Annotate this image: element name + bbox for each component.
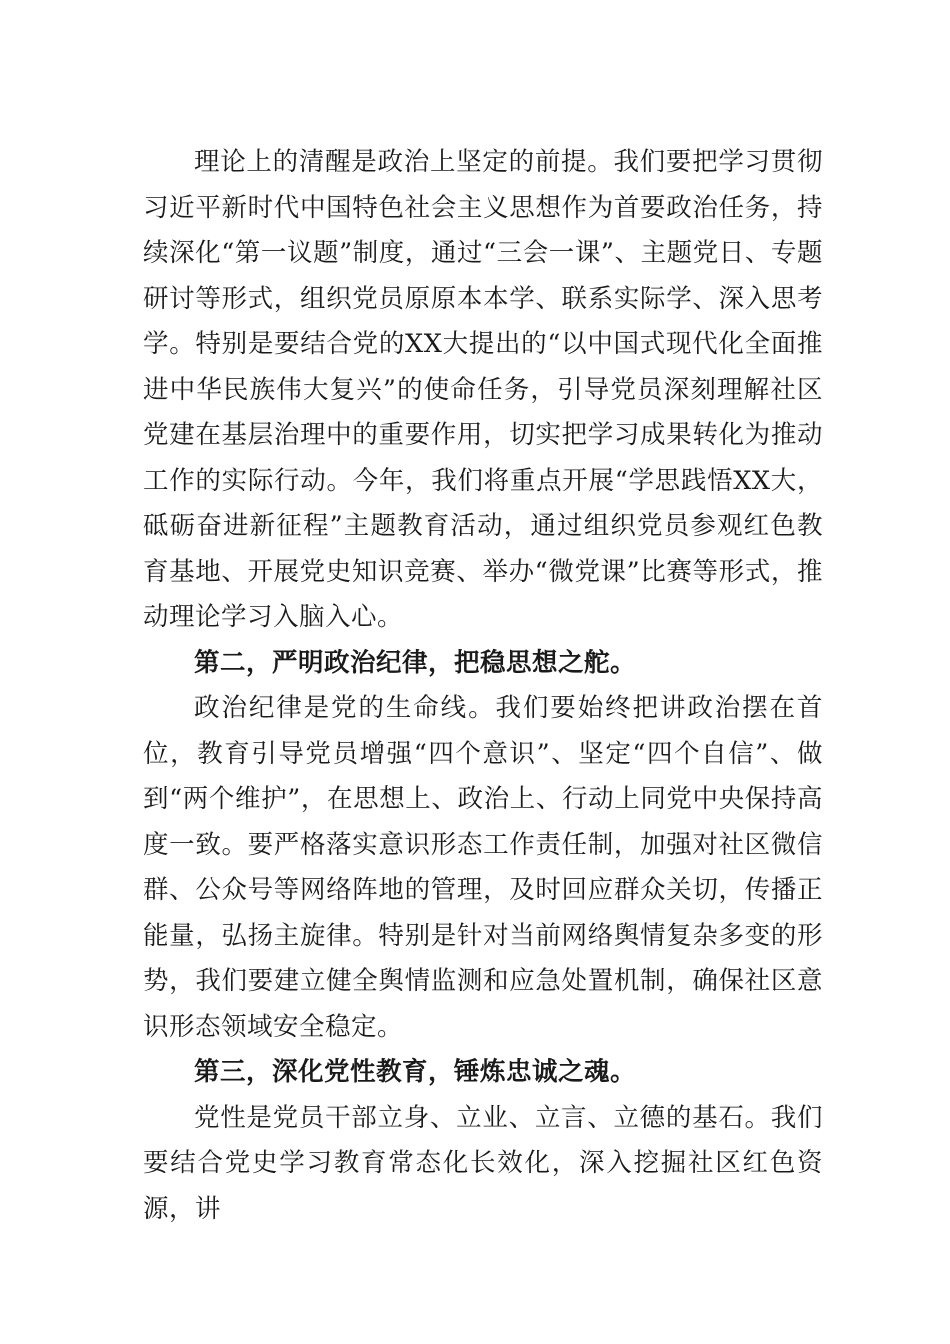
paragraph-political-discipline: 政治纪律是党的生命线。我们要始终把讲政治摆在首位，教育引导党员增强“四个意识”、坚定“四个自信”、做到“两个维护”，在思想上、政治上、行动上同党中央保持高度一致。要严格落实意识形态工作责任制，加强对社区微信群、公众号等网络阵地的管理，及时回应群众关切，传播正能量，弘扬主旋律。特别是针对当前网络舆情复杂多变的形势，我们要建立健全舆情监测和应急处置机制，确保社区意识形态领域安全稳定。 — [143, 693, 823, 1042]
heading-political-discipline: 第二，严明政治纪律，把稳思想之舵。 — [194, 647, 637, 678]
document-body — [143, 140, 823, 1232]
paragraph-theory-study: 理论上的清醒是政治上坚定的前提。我们要把学习贯彻习近平新时代中国特色社会主义思想作为首要政治任务，持续深化“第一议题”制度，通过“三会一课”、主题党日、专题研讨等形式，组织党员原原本本学、联系实际学、深入思考学。特别是要结合党的XX大提出的“以中国式现代化全面推进中华民族伟大复兴”的使命任务，引导党员深刻理解社区党建在基层治理中的重要作用，切实把学习成果转化为推动工作的实际行动。今年，我们将重点开展“学思践悟XX大，砥砺奋进新征程”主题教育活动，通过组织党员参观红色教育基地、开展党史知识竞赛、举办“微党课”比赛等形式，推动理论学习入脑入心。 — [143, 147, 823, 632]
paragraph-party-spirit: 党性是党员干部立身、立业、立言、立德的基石。我们要结合党史学习教育常态化长效化，深入挖掘社区红色资源，讲 — [143, 1102, 823, 1224]
heading-party-spirit: 第三，深化党性教育，锤炼忠诚之魂。 — [194, 1057, 637, 1087]
